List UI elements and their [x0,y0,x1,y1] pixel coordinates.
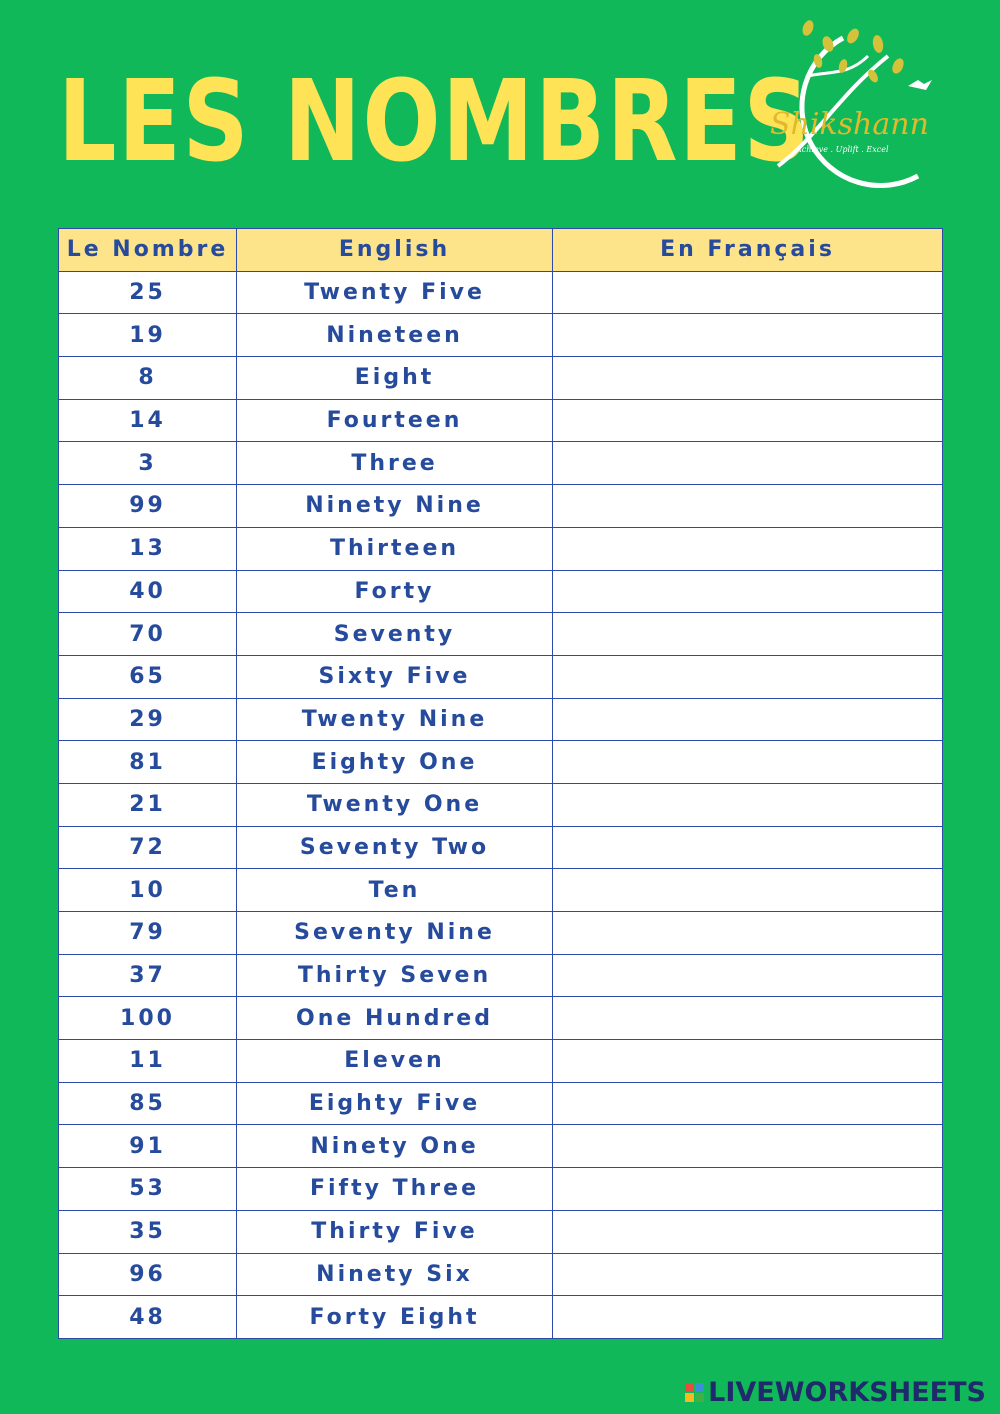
liveworksheets-icon [685,1383,704,1402]
answer-cell [553,357,943,400]
english-cell: Twenty Five [237,271,553,314]
french-answer-input[interactable] [553,741,942,783]
number-cell: 53 [59,1168,237,1211]
answer-cell [553,527,943,570]
number-cell: 8 [59,357,237,400]
english-cell: Eighty Five [237,1082,553,1125]
answer-cell [553,655,943,698]
logo-brand: Shikshann [770,107,929,142]
number-cell: 10 [59,869,237,912]
table-row [59,527,943,570]
table-row [59,1040,943,1083]
answer-cell [553,1125,943,1168]
french-answer-input[interactable] [553,357,942,399]
table-row [59,997,943,1040]
table-row [59,271,943,314]
table-row [59,399,943,442]
table-row [59,655,943,698]
answer-cell [553,485,943,528]
english-cell: Eighty One [237,741,553,784]
number-cell: 40 [59,570,237,613]
french-answer-input[interactable] [553,699,942,741]
english-cell: Thirty Seven [237,954,553,997]
answer-cell [553,271,943,314]
table-row [59,1253,943,1296]
number-cell: 85 [59,1082,237,1125]
number-cell: 79 [59,912,237,955]
english-cell: Seventy Nine [237,912,553,955]
page-title: LES NOMBRES [58,57,812,187]
french-answer-input[interactable] [553,571,942,613]
french-answer-input[interactable] [553,400,942,442]
french-answer-input[interactable] [553,1168,942,1210]
number-cell: 81 [59,741,237,784]
english-cell: One Hundred [237,997,553,1040]
table-row [59,1296,943,1339]
answer-cell [553,613,943,656]
number-cell: 91 [59,1125,237,1168]
number-cell: 100 [59,997,237,1040]
number-cell: 13 [59,527,237,570]
answer-cell [553,1210,943,1253]
answer-cell [553,912,943,955]
answer-cell [553,1082,943,1125]
table-row [59,912,943,955]
number-cell: 29 [59,698,237,741]
number-cell: 70 [59,613,237,656]
number-cell: 72 [59,826,237,869]
table-row [59,613,943,656]
table-row [59,1168,943,1211]
english-cell: Ten [237,869,553,912]
table-row [59,1082,943,1125]
english-cell: Seventy [237,613,553,656]
french-answer-input[interactable] [553,955,942,997]
french-answer-input[interactable] [553,1040,942,1082]
answer-cell [553,826,943,869]
english-cell: Thirty Five [237,1210,553,1253]
english-cell: Fourteen [237,399,553,442]
table-row [59,869,943,912]
english-cell: Forty [237,570,553,613]
answer-cell [553,869,943,912]
answer-cell [553,1168,943,1211]
french-answer-input[interactable] [553,912,942,954]
table-row [59,783,943,826]
table-header-row [59,229,943,272]
english-cell: Eleven [237,1040,553,1083]
table-row [59,314,943,357]
table-row [59,698,943,741]
english-cell: Eight [237,357,553,400]
shikshann-logo [748,16,978,196]
logo-tagline: Achieve . Uplift . Excel [796,145,889,154]
number-cell: 11 [59,1040,237,1083]
header-le-nombre: Le Nombre [59,229,237,272]
liveworksheets-logo [685,1377,986,1408]
english-cell: Twenty Nine [237,698,553,741]
answer-cell [553,442,943,485]
number-cell: 65 [59,655,237,698]
english-cell: Three [237,442,553,485]
english-cell: Sixty Five [237,655,553,698]
french-answer-input[interactable] [553,613,942,655]
english-cell: Fifty Three [237,1168,553,1211]
table-row [59,1210,943,1253]
french-answer-input[interactable] [553,1211,942,1253]
header-english: English [237,229,553,272]
answer-cell [553,1253,943,1296]
answer-cell [553,698,943,741]
french-answer-input[interactable] [553,827,942,869]
answer-cell [553,954,943,997]
english-cell: Twenty One [237,783,553,826]
english-cell: Ninety One [237,1125,553,1168]
table-row [59,954,943,997]
table-row [59,357,943,400]
answer-cell [553,399,943,442]
french-answer-input[interactable] [553,528,942,570]
table-row [59,741,943,784]
english-cell: Ninety Six [237,1253,553,1296]
french-answer-input[interactable] [553,1083,942,1125]
french-answer-input[interactable] [553,1296,942,1338]
answer-cell [553,741,943,784]
answer-cell [553,570,943,613]
numbers-table [58,228,943,1339]
answer-cell [553,783,943,826]
english-cell: Nineteen [237,314,553,357]
french-answer-input[interactable] [553,997,942,1039]
french-answer-input[interactable] [553,1254,942,1296]
number-cell: 14 [59,399,237,442]
number-cell: 35 [59,1210,237,1253]
english-cell: Seventy Two [237,826,553,869]
answer-cell [553,314,943,357]
french-answer-input[interactable] [553,272,942,314]
liveworksheets-text: LIVEWORKSHEETS [708,1377,986,1408]
english-cell: Ninety Nine [237,485,553,528]
table-row [59,1125,943,1168]
table-row [59,826,943,869]
number-cell: 96 [59,1253,237,1296]
french-answer-input[interactable] [553,442,942,484]
french-answer-input[interactable] [553,656,942,698]
answer-cell [553,997,943,1040]
number-cell: 99 [59,485,237,528]
answer-cell [553,1296,943,1339]
french-answer-input[interactable] [553,869,942,911]
french-answer-input[interactable] [553,1125,942,1167]
header-en-francais: En Français [553,229,943,272]
english-cell: Forty Eight [237,1296,553,1339]
number-cell: 19 [59,314,237,357]
number-cell: 37 [59,954,237,997]
english-cell: Thirteen [237,527,553,570]
number-cell: 21 [59,783,237,826]
table-row [59,442,943,485]
table-row [59,485,943,528]
french-answer-input[interactable] [553,485,942,527]
number-cell: 25 [59,271,237,314]
number-cell: 3 [59,442,237,485]
number-cell: 48 [59,1296,237,1339]
french-answer-input[interactable] [553,784,942,826]
table-row [59,570,943,613]
french-answer-input[interactable] [553,314,942,356]
answer-cell [553,1040,943,1083]
